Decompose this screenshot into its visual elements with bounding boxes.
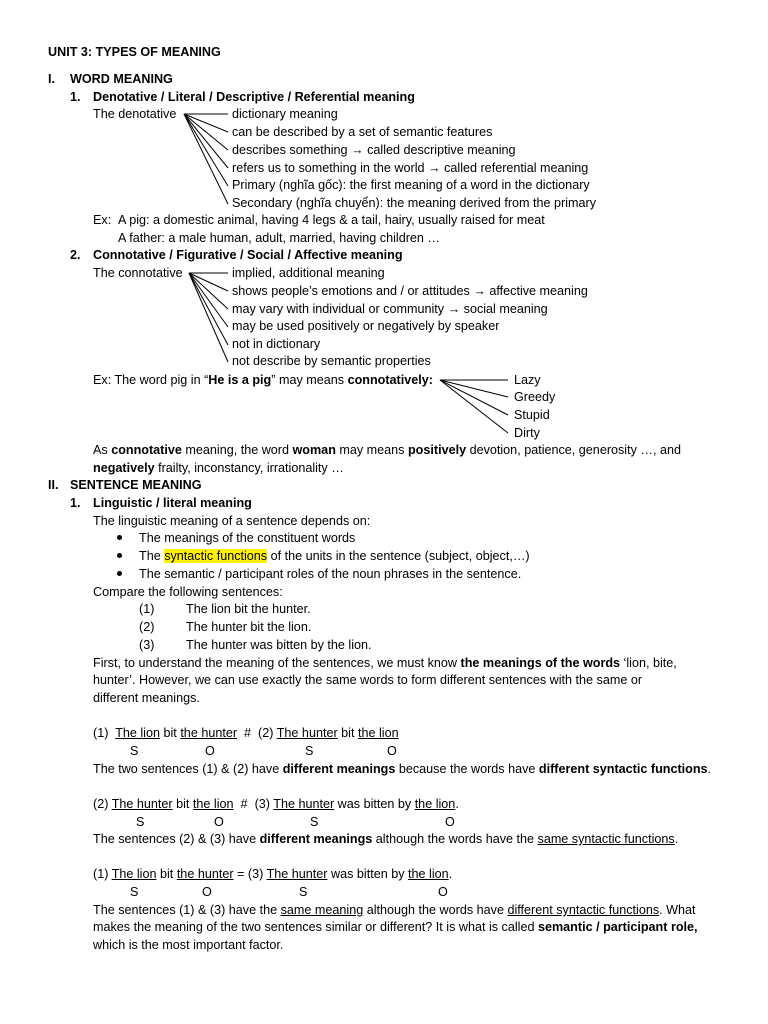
pig-example: Ex: The word pig in “He is a pig” may means connotatively: bbox=[93, 373, 433, 387]
connotative-branch: may vary with individual or community → social meaning bbox=[232, 302, 548, 316]
sub-2-title: Connotative / Figurative / Social / Affective meaning bbox=[93, 248, 403, 262]
comparison-2: (2) The hunter bit the lion # (3) The hunter was bitten by the lion. bbox=[93, 797, 459, 811]
sub-1-number: 1. bbox=[70, 90, 81, 104]
role-label-subject: S bbox=[305, 744, 314, 758]
bullet-dot bbox=[117, 571, 122, 576]
unit-title: UNIT 3: TYPES OF MEANING bbox=[48, 45, 221, 59]
sentence-number: (3) bbox=[139, 638, 155, 652]
bullet-item: The syntactic functions of the units in the sentence (subject, object,…) bbox=[139, 549, 530, 563]
woman-paragraph-line-2: negatively frailty, inconstancy, irrationality … bbox=[93, 461, 344, 475]
linguistic-intro: The linguistic meaning of a sentence depends on: bbox=[93, 514, 371, 528]
role-label-subject: S bbox=[136, 815, 145, 829]
denotative-branch: dictionary meaning bbox=[232, 107, 338, 121]
role-label-object: O bbox=[445, 815, 455, 829]
role-label-subject: S bbox=[130, 885, 139, 899]
sentence-text: The hunter bit the lion. bbox=[186, 620, 312, 634]
highlighted-text: syntactic functions bbox=[164, 549, 268, 563]
section-1-number: I. bbox=[48, 72, 55, 86]
compare-intro: Compare the following sentences: bbox=[93, 585, 283, 599]
pig-branch: Dirty bbox=[514, 426, 540, 440]
comparison-2-conclusion: The sentences (2) & (3) have different meanings although the words have the same syntactic functions. bbox=[93, 832, 679, 846]
paragraph-line: First, to understand the meaning of the sentences, we must know the meanings of the words ‘lion, bite, bbox=[93, 656, 677, 670]
bullet-dot bbox=[117, 553, 122, 558]
comparison-3: (1) The lion bit the hunter = (3) The hunter was bitten by the lion. bbox=[93, 867, 453, 881]
pig-branch: Greedy bbox=[514, 390, 556, 404]
connotative-branch: not describe by semantic properties bbox=[232, 354, 431, 368]
denotative-branch: refers us to something in the world → called referential meaning bbox=[232, 161, 589, 175]
role-label-object: O bbox=[214, 815, 224, 829]
example-pig: A pig: a domestic animal, having 4 legs & a tail, hairy, usually raised for meat bbox=[118, 213, 545, 227]
connotative-branch: implied, additional meaning bbox=[232, 266, 385, 280]
bullet-item: The semantic / participant roles of the noun phrases in the sentence. bbox=[139, 567, 522, 581]
pig-branch-lines bbox=[440, 380, 508, 433]
sub-2-number: 2. bbox=[70, 248, 81, 262]
role-label-object: O bbox=[438, 885, 448, 899]
sub-2-1-number: 1. bbox=[70, 496, 81, 510]
connotative-root: The connotative bbox=[93, 266, 183, 280]
pig-branch: Lazy bbox=[514, 373, 541, 387]
paragraph-line: hunter’. However, we can use exactly the same words to form different sentences with the same or bbox=[93, 673, 643, 687]
comparison-3-conclusion-line-3: which is the most important factor. bbox=[93, 938, 284, 952]
comparison-1-conclusion: The two sentences (1) & (2) have different meanings because the words have different syntactic functions. bbox=[93, 762, 712, 776]
sentence-text: The lion bit the hunter. bbox=[186, 602, 311, 616]
connotative-branch: shows people’s emotions and / or attitudes → affective meaning bbox=[232, 284, 588, 298]
role-label-subject: S bbox=[130, 744, 139, 758]
role-label-object: O bbox=[205, 744, 215, 758]
denotative-root: The denotative bbox=[93, 107, 177, 121]
connotative-branch: not in dictionary bbox=[232, 337, 321, 351]
role-label-object: O bbox=[387, 744, 397, 758]
example-father: A father: a male human, adult, married, having children … bbox=[118, 231, 441, 245]
bullet-dot bbox=[117, 535, 122, 540]
woman-paragraph-line-1: As connotative meaning, the word woman may means positively devotion, patience, generosity …, and bbox=[93, 443, 682, 457]
denotative-branch: Primary (nghĩa gốc): the first meaning of a word in the dictionary bbox=[232, 178, 590, 192]
denotative-branch-lines bbox=[184, 114, 228, 204]
denotative-branch: describes something → called descriptive meaning bbox=[232, 143, 516, 157]
sentence-text: The hunter was bitten by the lion. bbox=[186, 638, 372, 652]
comparison-3-conclusion-line-1: The sentences (1) & (3) have the same meaning although the words have different syntactic functions. What bbox=[93, 903, 696, 917]
sentence-number: (2) bbox=[139, 620, 155, 634]
section-2-number: II. bbox=[48, 478, 59, 492]
sentence-number: (1) bbox=[139, 602, 155, 616]
role-label-subject: S bbox=[299, 885, 308, 899]
sub-2-1-title: Linguistic / literal meaning bbox=[93, 496, 252, 510]
connotative-branch-lines bbox=[189, 273, 228, 362]
connotative-branch: may be used positively or negatively by speaker bbox=[232, 319, 500, 333]
paragraph-line: different meanings. bbox=[93, 691, 200, 705]
role-label-subject: S bbox=[310, 815, 319, 829]
section-2-title: SENTENCE MEANING bbox=[70, 478, 202, 492]
role-label-object: O bbox=[202, 885, 212, 899]
sub-1-title: Denotative / Literal / Descriptive / Referential meaning bbox=[93, 90, 415, 104]
section-1-title: WORD MEANING bbox=[70, 72, 173, 86]
comparison-3-conclusion-line-2: makes the meaning of the two sentences similar or different? It is what is called semantic / participant role, bbox=[93, 920, 698, 934]
example-label: Ex: bbox=[93, 213, 112, 227]
pig-branch: Stupid bbox=[514, 408, 550, 422]
denotative-branch: Secondary (nghĩa chuyển): the meaning derived from the primary bbox=[232, 196, 597, 210]
comparison-1: (1) The lion bit the hunter # (2) The hunter bit the lion bbox=[93, 726, 399, 740]
denotative-branch: can be described by a set of semantic features bbox=[232, 125, 493, 139]
bullet-item: The meanings of the constituent words bbox=[139, 531, 356, 545]
